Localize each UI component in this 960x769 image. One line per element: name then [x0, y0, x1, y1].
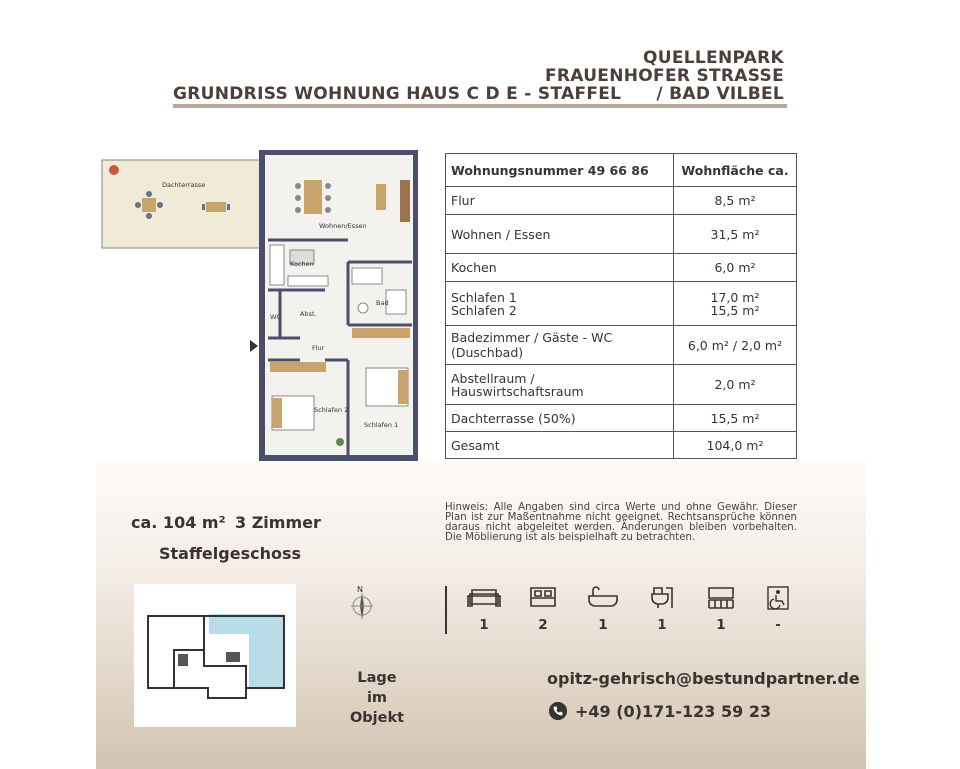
- balcony-count: 1: [716, 617, 726, 633]
- bed-icon: [525, 586, 561, 610]
- table-header: [446, 154, 797, 187]
- sofa-count: 1: [479, 617, 489, 633]
- wheelchair-icon: [760, 586, 796, 610]
- bedroom1-label: Schlafen 1: [364, 421, 399, 429]
- wc-label: WC: [270, 313, 281, 321]
- plan-title: GRUNDRISS WOHNUNG HAUS C D E - STAFFEL: [173, 84, 622, 104]
- row-value: 15,5 m²: [674, 405, 797, 432]
- row-value: 104,0 m²: [674, 432, 797, 459]
- location-caption-line: Objekt: [349, 710, 405, 726]
- storage-label: Abst.: [300, 310, 317, 318]
- row-value: 8,5 m²: [674, 187, 797, 215]
- row-name: [446, 282, 674, 326]
- feature-divider: [445, 586, 447, 634]
- table-row: [446, 365, 797, 405]
- table-row: [446, 405, 797, 432]
- row-name: Badezimmer / Gäste - WC (Duschbad): [446, 326, 674, 365]
- table-row: [446, 282, 797, 326]
- compass-north-label: N: [357, 585, 363, 594]
- row-name: Gesamt: [446, 432, 674, 459]
- room-count: 3 Zimmer: [235, 513, 321, 532]
- bed-count: 2: [538, 617, 548, 633]
- row-value: 31,5 m²: [674, 215, 797, 254]
- table-row: [446, 432, 797, 459]
- contact-email[interactable]: opitz-gehrisch@bestundpartner.de: [547, 669, 860, 688]
- living-label: Wohnen/Essen: [319, 222, 367, 230]
- table-row: [446, 254, 797, 282]
- hall-label: Flur: [312, 344, 325, 352]
- row-value-line: 17,0 m²: [710, 289, 760, 305]
- kitchen-label: Kochen: [290, 260, 314, 268]
- plant-icon: [336, 438, 344, 446]
- site-plan: [134, 584, 296, 727]
- project-street: FRAUENHOFER STRASSE: [544, 66, 784, 86]
- row-value: [674, 282, 797, 326]
- highlight-unit: [249, 614, 284, 689]
- floor-plan: [100, 150, 418, 462]
- contact-phone[interactable]: +49 (0)171-123 59 23: [575, 702, 772, 721]
- row-value: 6,0 m² / 2,0 m²: [674, 326, 797, 365]
- apartment-number: Wohnungsnummer 49 66 86: [446, 154, 674, 187]
- row-name: Flur: [446, 187, 674, 215]
- floor-type: Staffelgeschoss: [159, 544, 302, 563]
- location-caption-line: Lage: [357, 670, 397, 686]
- row-name: Dachterrasse (50%): [446, 405, 674, 432]
- project-name: QUELLENPARK: [643, 48, 784, 68]
- area-table: [445, 153, 797, 459]
- row-name-line: Schlafen 2: [451, 302, 517, 318]
- bathtub-count: 1: [598, 617, 608, 633]
- terrace-area: [102, 160, 262, 248]
- sofa-icon: [466, 586, 502, 610]
- location-caption-line: im: [366, 690, 388, 706]
- location-caption: [346, 668, 408, 728]
- table-row: [446, 326, 797, 365]
- table-row: [446, 187, 797, 215]
- compass-icon: [348, 586, 376, 626]
- toilet-count: 1: [657, 617, 667, 633]
- bedroom2-label: Schlafen 2: [314, 406, 349, 414]
- row-name-line: Abstellraum /: [451, 370, 535, 386]
- bathtub-icon: [585, 586, 621, 610]
- row-value: 6,0 m²: [674, 254, 797, 282]
- toilet-icon: [644, 586, 680, 610]
- area-header: Wohnfläche ca.: [674, 154, 797, 187]
- row-value: 2,0 m²: [674, 365, 797, 405]
- accessibility-count: -: [775, 617, 781, 633]
- total-area: ca. 104 m²: [131, 513, 226, 532]
- row-name: Kochen: [446, 254, 674, 282]
- title-divider: [173, 104, 787, 108]
- row-name-line: Hauswirtschaftsraum: [451, 383, 584, 399]
- table-row: [446, 215, 797, 254]
- project-city: / BAD VILBEL: [656, 84, 784, 104]
- wardrobe-bedroom1: [352, 328, 410, 338]
- row-name: [446, 365, 674, 405]
- phone-icon: [549, 702, 567, 720]
- balcony-icon: [703, 586, 739, 610]
- plant-icon: [109, 165, 119, 175]
- row-name: Wohnen / Essen: [446, 215, 674, 254]
- terrace-label: Dachterrasse: [162, 181, 206, 189]
- row-name-line: Schlafen 1: [451, 289, 517, 305]
- entrance-arrow-icon: [250, 340, 258, 352]
- disclaimer-note: Hinweis: Alle Angaben sind circa Werte und ohne Gewähr. Dieser Plan ist zur Maßentnahme nicht geeignet. Rechtsansprüche können daraus nicht abgeleitet werden. Änderungen bleiben vorbehalten. Die Möblierung ist als beispielhaft zu betrachten.: [445, 502, 797, 543]
- row-value-line: 15,5 m²: [710, 302, 760, 318]
- wardrobe-bedroom2: [270, 362, 326, 372]
- bath-label: Bad: [376, 299, 389, 307]
